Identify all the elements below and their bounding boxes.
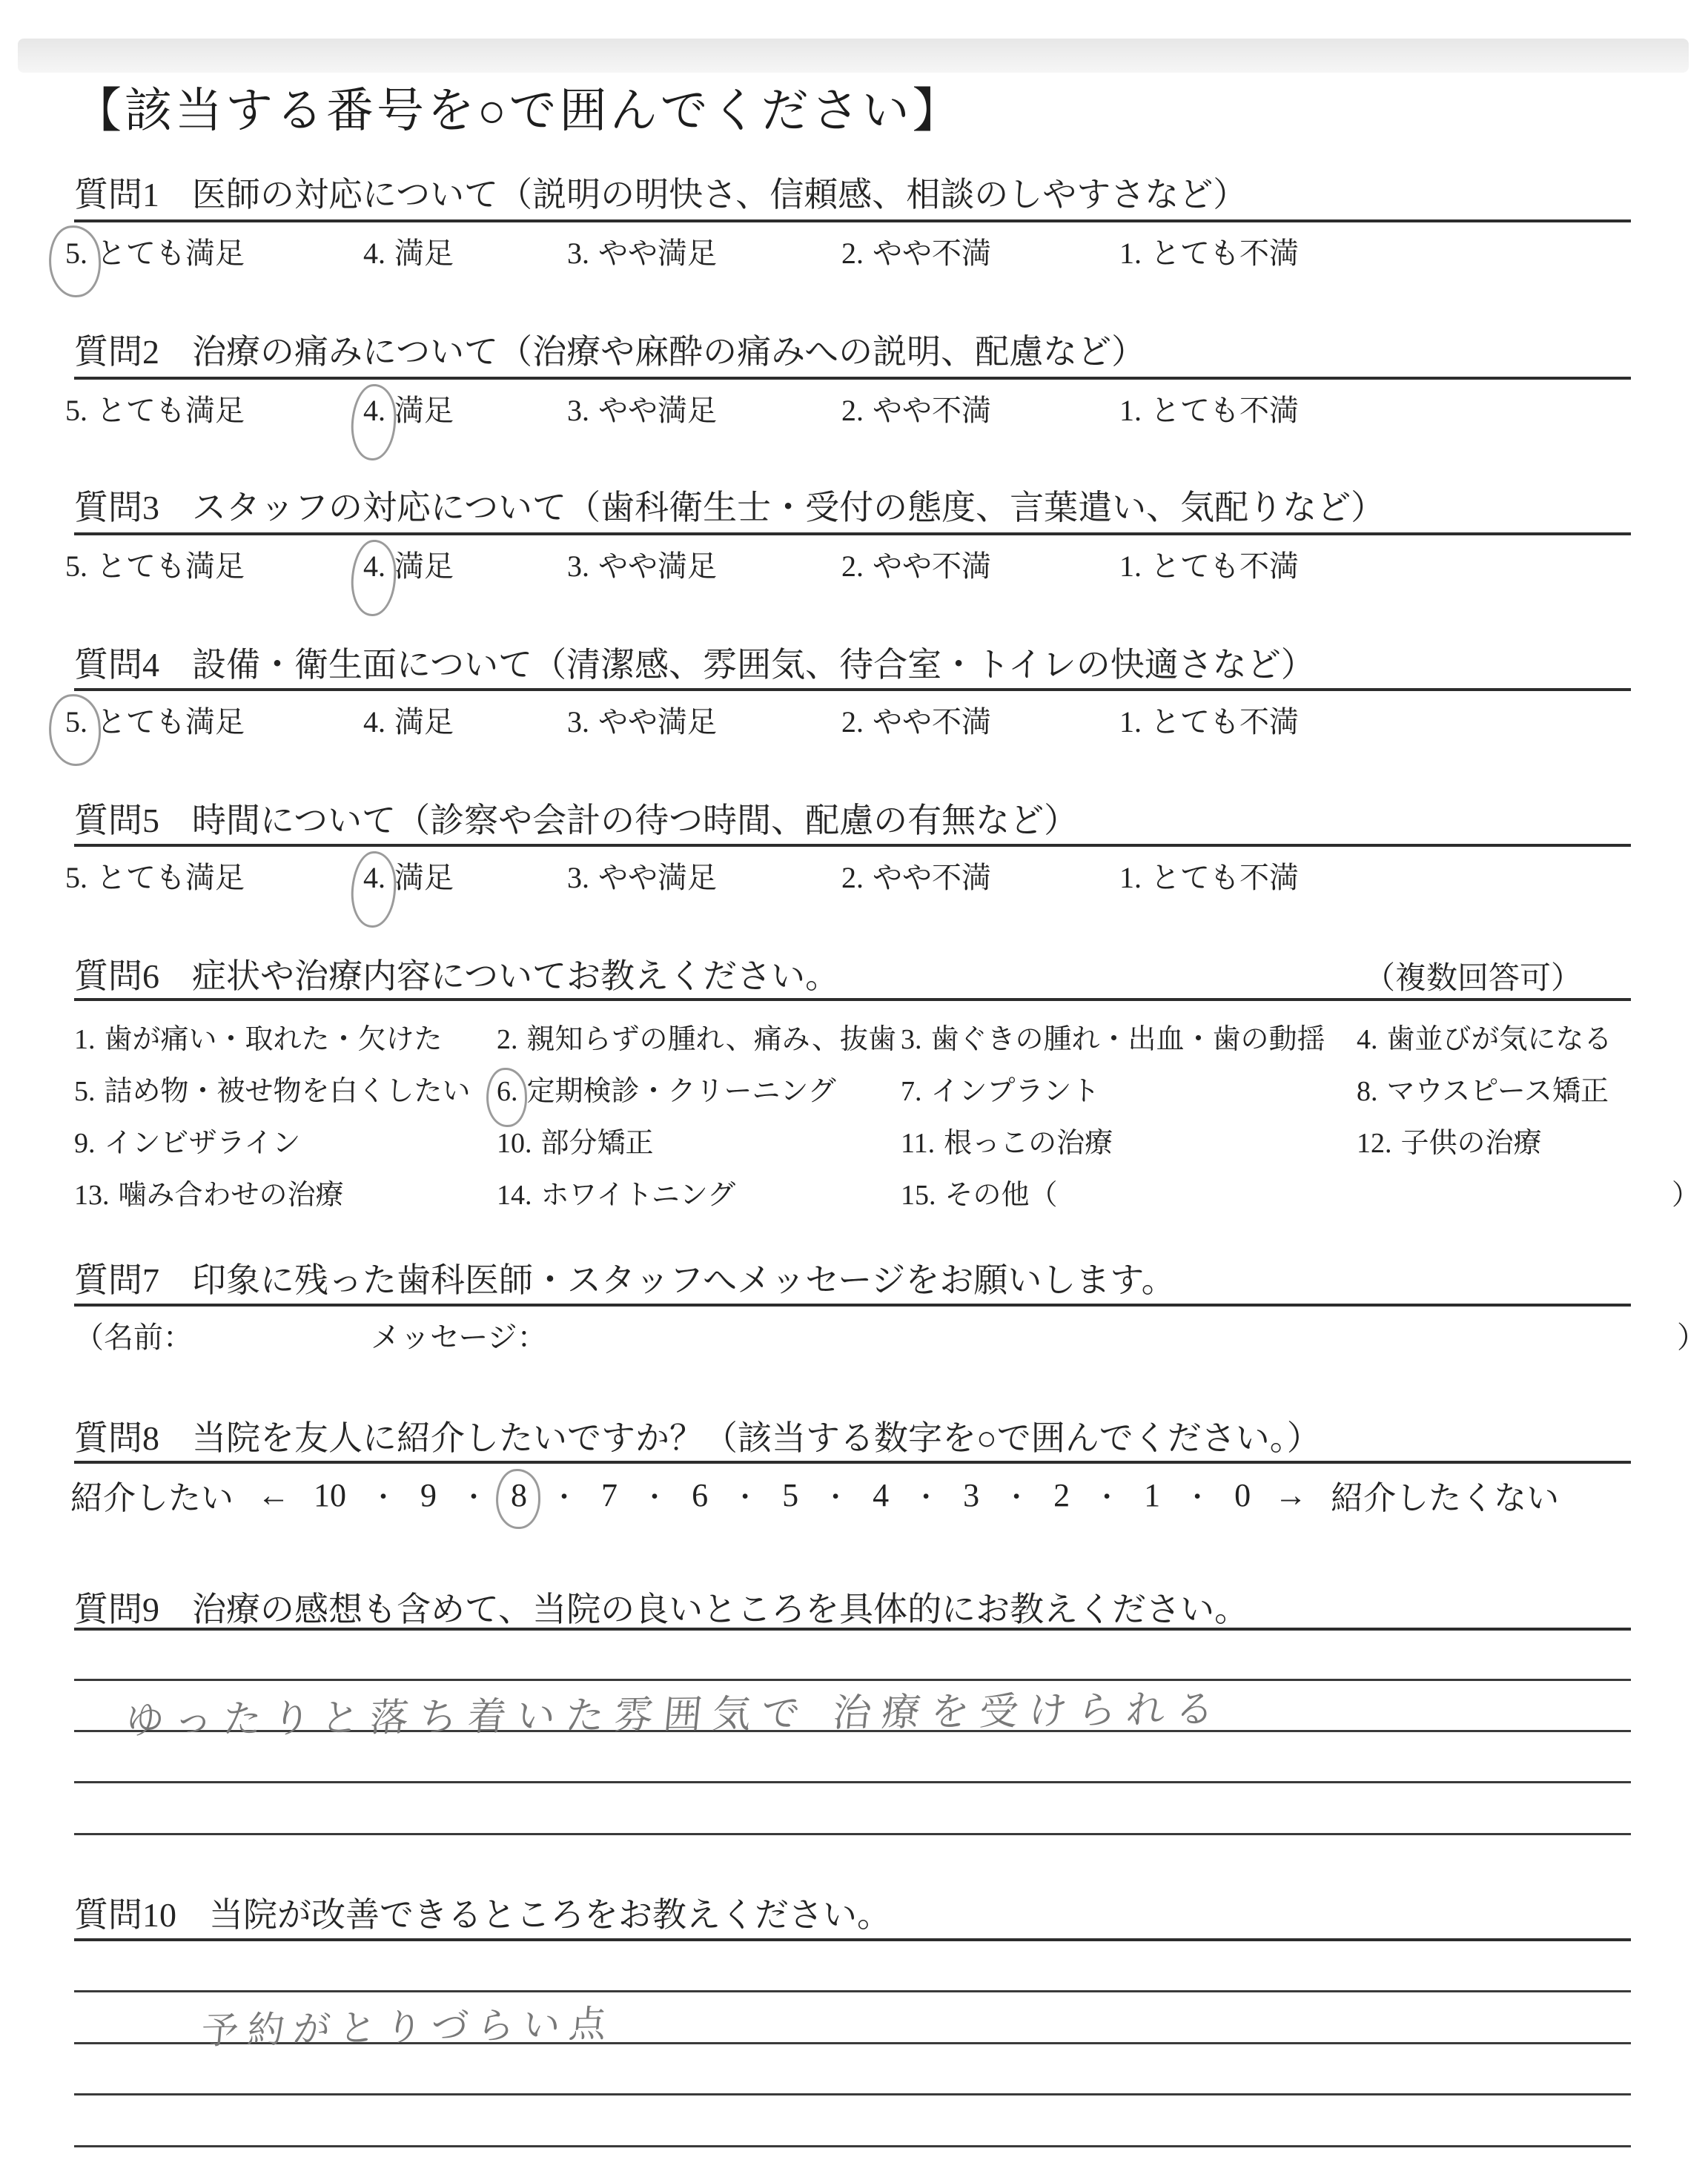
nps-scale-number: 7 xyxy=(601,1476,618,1513)
question6-multi-answer-note: （複数回答可） xyxy=(1364,962,1583,996)
scale-separator-dot: ・ xyxy=(732,1482,759,1512)
question10-topic: 当院が改善できるところをお教えください。 xyxy=(209,1896,891,1934)
symptom-item xyxy=(901,1068,1100,1109)
question9-handwritten-answer: ゆったりと落ち着いた雰囲気で 治療を受けられる xyxy=(123,1687,1227,1743)
scan-artifact-band xyxy=(18,39,1689,73)
option-label: 満足 xyxy=(394,237,454,270)
symptom-item xyxy=(497,1016,896,1057)
question5-label: 質問5 xyxy=(74,802,159,839)
option-label: とても不満 xyxy=(1151,705,1299,739)
question4-underline xyxy=(74,688,1631,691)
question4-options xyxy=(0,698,1708,743)
question1-topic: 医師の対応について（説明の明快さ、信頼感、相談のしやすさなど） xyxy=(192,176,1248,214)
option-number: 2. xyxy=(841,861,864,894)
option-number: 14. xyxy=(497,1180,532,1211)
option-number: 1. xyxy=(1119,705,1142,739)
symptom-item xyxy=(901,1016,1325,1057)
option-label: とても満足 xyxy=(96,237,245,270)
option xyxy=(65,387,245,429)
symptom-item xyxy=(1357,1120,1542,1160)
symptom-item xyxy=(74,1068,471,1109)
symptom-item xyxy=(1357,1016,1612,1057)
option xyxy=(65,230,245,272)
option xyxy=(1119,543,1299,585)
option-number: 3. xyxy=(567,549,589,583)
question1-title xyxy=(74,168,1247,217)
question10-line xyxy=(74,1938,1631,1941)
option xyxy=(363,854,454,896)
option xyxy=(1119,854,1299,896)
scale-separator-dot: ・ xyxy=(822,1482,850,1512)
question4-title xyxy=(74,638,1315,687)
question9-topic: 治療の感想も含めて、当院の良いところを具体的にお教えください。 xyxy=(192,1591,1249,1628)
nps-scale-number: 1 xyxy=(1144,1476,1161,1513)
option-number: 9. xyxy=(74,1128,96,1159)
option xyxy=(841,230,991,272)
option-number: 6. xyxy=(497,1076,518,1107)
option-label: やや不満 xyxy=(873,705,991,739)
option xyxy=(363,698,454,741)
option xyxy=(65,698,245,741)
symptom-item xyxy=(74,1120,300,1160)
option xyxy=(65,854,245,896)
option-number: 15. xyxy=(901,1180,936,1211)
option xyxy=(567,854,717,896)
option-label: 満足 xyxy=(394,394,454,427)
option xyxy=(567,543,717,585)
option-number: 2. xyxy=(841,394,864,427)
question6-topic: 症状や治療内容についてお教えください。 xyxy=(192,957,840,995)
nps-scale-number: 3 xyxy=(963,1476,980,1513)
option-number: 2. xyxy=(841,237,864,270)
option-number: 2. xyxy=(841,549,864,583)
question3-options xyxy=(0,543,1708,587)
option-label: 歯が痛い・取れた・欠けた xyxy=(104,1024,443,1055)
option-number: 3. xyxy=(901,1024,922,1055)
option-label: やや満足 xyxy=(598,549,717,583)
option-label: 満足 xyxy=(394,861,454,894)
question3-label: 質問3 xyxy=(74,489,159,526)
left-arrow-icon: ← xyxy=(257,1476,290,1513)
option-label: とても満足 xyxy=(96,861,245,894)
option-label: その他（ xyxy=(944,1180,1058,1211)
question9-line xyxy=(74,1833,1631,1835)
option-number: 12. xyxy=(1357,1128,1392,1159)
option-number: 4. xyxy=(1357,1024,1378,1055)
symptom-item xyxy=(74,1016,443,1057)
question10-handwritten-answer: 予約がとりづらい点 xyxy=(199,2002,618,2052)
option-label: やや不満 xyxy=(873,394,991,427)
question5-title xyxy=(74,793,1078,842)
question3-topic: スタッフの対応について（歯科衛生士・受付の態度、言葉遣い、気配りなど） xyxy=(192,489,1386,526)
nps-left-label: 紹介したい xyxy=(70,1480,234,1516)
option xyxy=(567,387,717,429)
symptom-item-other xyxy=(901,1172,1058,1212)
option-label: とても不満 xyxy=(1151,394,1299,427)
option xyxy=(363,543,454,585)
symptom-item xyxy=(497,1068,836,1109)
nps-scale-number: 5 xyxy=(782,1476,799,1513)
option-label: インビザライン xyxy=(104,1128,301,1159)
option-number: 5. xyxy=(65,237,87,270)
option-label: ホワイトニング xyxy=(540,1180,736,1211)
question4-label: 質問4 xyxy=(74,646,159,684)
option-label: やや満足 xyxy=(598,705,717,739)
scale-separator-dot: ・ xyxy=(460,1482,488,1512)
page-title: 【該当する番号を○で囲んでください】 xyxy=(74,85,963,137)
option-label: マウスピース矯正 xyxy=(1386,1076,1609,1107)
question10-line xyxy=(74,2093,1631,2095)
option xyxy=(65,543,245,585)
scale-separator-dot: ・ xyxy=(551,1482,578,1512)
option-number: 1. xyxy=(1119,394,1142,427)
option-number: 2. xyxy=(841,705,864,739)
question9-line xyxy=(74,1781,1631,1783)
question1-options xyxy=(0,230,1708,274)
option-number: 4. xyxy=(363,237,385,270)
option-number: 2. xyxy=(497,1024,518,1055)
question2-title xyxy=(74,325,1145,374)
option-number: 8. xyxy=(1357,1076,1378,1107)
nps-scale-number: 10 xyxy=(314,1476,346,1513)
option-number: 5. xyxy=(74,1076,96,1107)
question9-title xyxy=(74,1582,1248,1631)
question2-label: 質問2 xyxy=(74,333,159,371)
scale-separator-dot: ・ xyxy=(370,1482,397,1512)
nps-scale-number: 4 xyxy=(873,1476,890,1513)
scale-separator-dot: ・ xyxy=(641,1482,669,1512)
option-number: 4. xyxy=(363,861,385,894)
symptom-item xyxy=(1357,1068,1609,1109)
option-label: 子供の治療 xyxy=(1400,1128,1542,1159)
question5-options xyxy=(0,854,1708,899)
option-number: 1. xyxy=(74,1024,96,1055)
option xyxy=(841,387,991,429)
question2-topic: 治療の痛みについて（治療や麻酔の痛みへの説明、配慮など） xyxy=(192,333,1146,371)
option-label: やや満足 xyxy=(598,237,717,270)
option-number: 3. xyxy=(567,861,589,894)
question9-label: 質問9 xyxy=(74,1591,159,1628)
question3-title xyxy=(74,480,1385,529)
option-number: 1. xyxy=(1119,861,1142,894)
question9-line xyxy=(74,1628,1631,1631)
scale-separator-dot: ・ xyxy=(913,1482,940,1512)
question5-topic: 時間について（診察や会計の待つ時間、配慮の有無など） xyxy=(192,802,1079,839)
option-number: 4. xyxy=(363,394,385,427)
option xyxy=(1119,698,1299,741)
question2-options xyxy=(0,387,1708,432)
question6-label: 質問6 xyxy=(74,957,159,995)
option-label: 歯並びが気になる xyxy=(1386,1024,1612,1055)
question8-topic: 当院を友人に紹介したいですか？（該当する数字を○で囲んでください。） xyxy=(192,1419,1321,1457)
option xyxy=(567,230,717,272)
option-label: やや不満 xyxy=(873,861,991,894)
option-label: 歯ぐきの腫れ・出血・歯の動揺 xyxy=(930,1024,1325,1055)
option-label: とても不満 xyxy=(1151,549,1299,583)
question1-label: 質問1 xyxy=(74,176,159,214)
option-number: 4. xyxy=(363,705,385,739)
question1-underline xyxy=(74,219,1631,222)
option-label: 満足 xyxy=(394,549,454,583)
option-number: 3. xyxy=(567,394,589,427)
nps-scale-number: 0 xyxy=(1234,1476,1251,1513)
option-label: とても不満 xyxy=(1151,237,1299,270)
option-label: 根っこの治療 xyxy=(944,1128,1113,1159)
option-label: インプラント xyxy=(930,1076,1100,1107)
question8-label: 質問8 xyxy=(74,1419,159,1457)
question10-line xyxy=(74,1990,1631,1992)
option-label: 噛み合わせの治療 xyxy=(118,1180,344,1211)
option-number: 5. xyxy=(65,394,87,427)
option-label: やや不満 xyxy=(873,237,991,270)
question10-label: 質問10 xyxy=(74,1896,176,1934)
option xyxy=(1119,230,1299,272)
answer-close-paren: ） xyxy=(1677,1321,1707,1354)
option-number: 5. xyxy=(65,861,87,894)
option-number: 13. xyxy=(74,1180,110,1211)
question8-underline xyxy=(74,1461,1631,1464)
option-label: とても不満 xyxy=(1151,861,1299,894)
symptom-item xyxy=(74,1172,344,1212)
right-arrow-icon: → xyxy=(1274,1476,1308,1513)
option-label: 親知らずの腫れ、痛み、抜歯 xyxy=(526,1024,897,1055)
option xyxy=(567,698,717,741)
option xyxy=(841,543,991,585)
option-label: 詰め物・被せ物を白くしたい xyxy=(104,1076,471,1107)
option-label: とても満足 xyxy=(96,394,245,427)
nps-scale-number: 8 xyxy=(511,1476,528,1513)
nps-scale-number: 6 xyxy=(692,1476,709,1513)
question7-label: 質問7 xyxy=(74,1261,159,1299)
nps-scale xyxy=(70,1471,1559,1519)
option-number: 3. xyxy=(567,705,589,739)
question3-underline xyxy=(74,532,1631,535)
option-number: 1. xyxy=(1119,549,1142,583)
question6-underline xyxy=(74,998,1631,1001)
question8-title xyxy=(74,1411,1321,1460)
question4-topic: 設備・衛生面について（清潔感、雰囲気、待合室・トイレの快適さなど） xyxy=(192,646,1315,684)
nps-scale-number: 2 xyxy=(1053,1476,1070,1513)
option-label: 部分矯正 xyxy=(540,1128,654,1159)
question6-title xyxy=(74,949,839,998)
option-number: 4. xyxy=(363,549,385,583)
option-number: 11. xyxy=(901,1128,936,1159)
name-field-label: （名前： xyxy=(74,1321,193,1354)
option-number: 1. xyxy=(1119,237,1142,270)
question7-title xyxy=(74,1253,1176,1302)
option-label: とても満足 xyxy=(96,705,245,739)
option-label: とても満足 xyxy=(96,549,245,583)
question5-underline xyxy=(74,844,1631,847)
option-label: やや満足 xyxy=(598,394,717,427)
option-number: 10. xyxy=(497,1128,532,1159)
option xyxy=(363,387,454,429)
option-number: 7. xyxy=(901,1076,922,1107)
nps-right-label: 紹介したくない xyxy=(1331,1480,1560,1516)
option-label: 定期検診・クリーニング xyxy=(526,1076,836,1107)
nps-scale-number: 9 xyxy=(420,1476,437,1513)
symptom-item xyxy=(497,1172,735,1212)
option-number: 5. xyxy=(65,549,87,583)
symptom-item xyxy=(901,1120,1113,1160)
option-label: やや満足 xyxy=(598,861,717,894)
scale-separator-dot: ・ xyxy=(1093,1482,1121,1512)
question7-underline xyxy=(74,1304,1631,1307)
option xyxy=(363,230,454,272)
question10-title xyxy=(74,1888,891,1937)
message-field-label: メッセージ： xyxy=(371,1321,547,1354)
other-close-paren: ） xyxy=(1672,1180,1701,1211)
symptom-item xyxy=(497,1120,654,1160)
question7-topic: 印象に残った歯科医師・スタッフへメッセージをお願いします。 xyxy=(192,1261,1176,1299)
option-number: 3. xyxy=(567,237,589,270)
question2-underline xyxy=(74,377,1631,380)
scale-separator-dot: ・ xyxy=(1003,1482,1030,1512)
option xyxy=(841,698,991,741)
scale-separator-dot: ・ xyxy=(1184,1482,1211,1512)
option xyxy=(841,854,991,896)
option-label: 満足 xyxy=(394,705,454,739)
option-number: 5. xyxy=(65,705,87,739)
option-label: やや不満 xyxy=(873,549,991,583)
option xyxy=(1119,387,1299,429)
question10-line xyxy=(74,2145,1631,2147)
